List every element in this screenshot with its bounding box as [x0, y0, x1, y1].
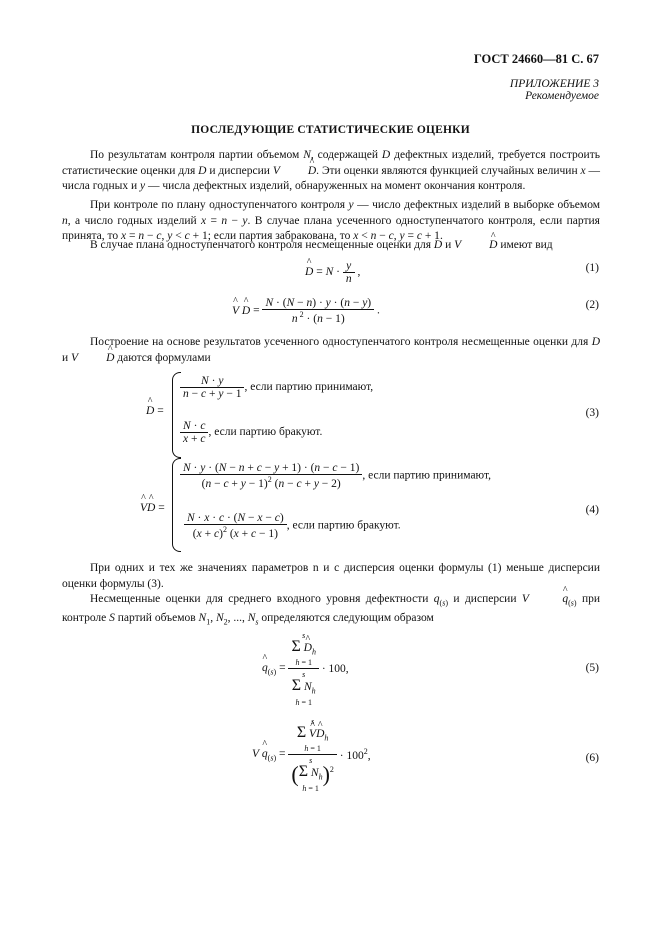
formula-3-case-2: $\frac{N \cdot c}{x + c}$ , если партию бракуют.: [180, 420, 322, 445]
equation-number-5: (5): [585, 662, 599, 674]
equation-number-3: (3): [585, 407, 599, 419]
page-header: ГОСТ 24660—81 С. 67: [473, 52, 599, 66]
paragraph-5: При одних и тех же значениях параметров n и c дисперсия оценки формулы (1) меньше дисперсии оценки формулы (3).: [62, 562, 600, 590]
formula-4-case-2: $\frac{N \cdot x \cdot c \cdot (N - x - c)}{(x + c)^2 (x + c - 1)}$ , если партию бракуют.: [184, 512, 401, 540]
formula-4-lhs: ^ V^ D =: [140, 502, 165, 514]
equation-number-2: (2): [585, 299, 599, 311]
equation-number-1: (1): [585, 262, 599, 274]
formula-4-case-1: $\frac{N \cdot y \cdot (N - n + c - y + 1) \cdot (n - c - 1)}{(n - c + y - 1)^2 (n - c + y - 2)}$ , если партию принимают,: [180, 462, 491, 490]
paragraph-6: Несмещенные оценки для среднего входного уровня дефектности $q_{(s)}$ и дисперсии V ^ $q_{(s)}$ при контроле S партий объемов $N_1$, $N_2$, ..., $N_s$ определяются следующим образом: [62, 592, 600, 630]
document-title: ПОСЛЕДУЮЩИЕ СТАТИСТИЧЕСКИЕ ОЦЕНКИ: [191, 124, 470, 136]
paragraph-2: При контроле по плану одноступенчатого контроля y — число дефектных изделий в выборке объемом n, а число годных изделий x = n − y. В случае плана усеченного одноступенчатого контроля, если партия принята, то x = n − c, y < c + 1; если партия забракована, то x < n − c, y = c + 1.: [62, 199, 600, 242]
formula-2: ^ V ^ D = $\frac{N \cdot (N - n) \cdot y \cdot (n - y)}{n ^2 \cdot (n - 1)}$ .: [232, 297, 380, 325]
formula-3-lhs: ^ D =: [146, 405, 164, 417]
formula-1: ^ D = N · $\frac{y}{n}$ ,: [305, 260, 360, 285]
paragraph-1: По результатам контроля партии объемом N, содержащей D дефектных изделий, требуется построить статистические оценки для D и дисперсии V^ D. Эти оценки являются функцией случайных величин x — числа годных и y — числа дефектных изделий, обнаруженных на момент окончания контроля.: [62, 148, 600, 195]
equation-number-4: (4): [585, 504, 599, 516]
paragraph-3: В случае плана одноступенчатого контроля несмещенные оценки для D и V^ D имеют вид: [62, 238, 600, 254]
formula-3-case-1: $\frac{N \cdot y}{n - c + y - 1}$ , если партию принимают,: [180, 375, 373, 400]
appendix-title: ПРИЛОЖЕНИЕ 3: [509, 78, 599, 90]
appendix-status: Рекомендуемое: [525, 90, 599, 102]
equation-number-6: (6): [585, 752, 599, 764]
appendix-label: [510, 78, 599, 102]
formula-5: ^ $q_{(s)}$ = s Σ ^ $D_h$ h = 1 s Σ $N_h$ h = 1 · 100,: [262, 630, 349, 708]
formula-6: V ^ $q_{(s)}$ = s Σ ^ V^ $D_h$ h = 1 (s Σ $N_h$ h = 1)$^2$ · $100^2$,: [252, 716, 371, 794]
paragraph-4: Построение на основе результатов усеченного одноступенчатого контроля несмещенные оценки для D и V^ D даются формулами: [62, 335, 600, 366]
